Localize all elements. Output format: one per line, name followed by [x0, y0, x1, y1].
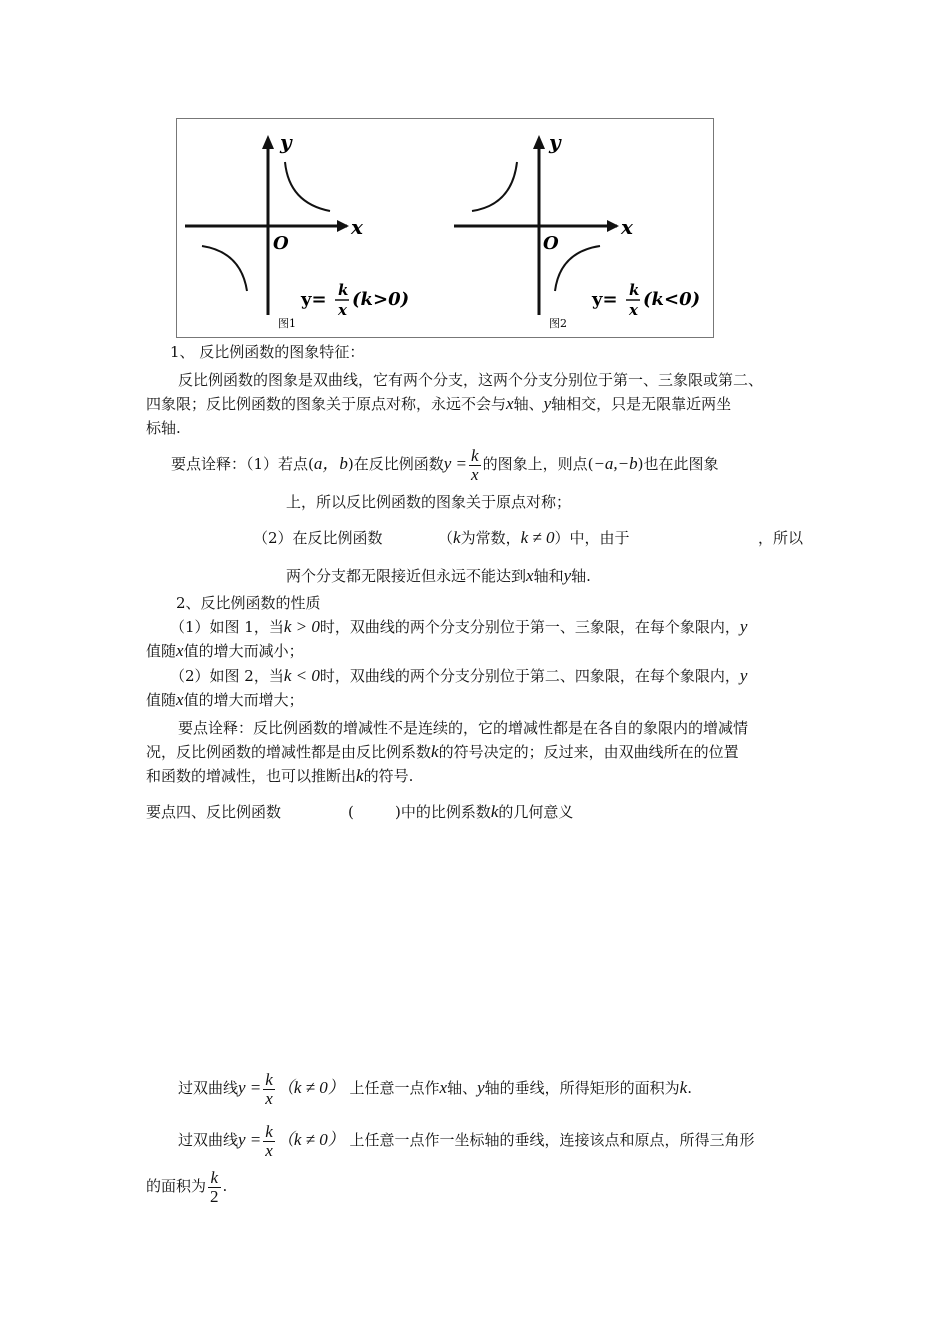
x-label-1: x [351, 215, 363, 239]
sec1-note2-b: （k为常数，k ≠ 0）中，由于 [438, 528, 630, 547]
sec1-note1-line2: 上，所以反比例函数的图象关于原点对称； [286, 493, 572, 511]
y-arrow-2 [533, 135, 545, 149]
x-arrow-1 [337, 220, 349, 232]
sec2-note-line3: 和函数的增减性，也可以推断出k的符号. [146, 766, 414, 785]
origin-label-2: O [543, 233, 559, 254]
branch-q2 [472, 162, 517, 211]
sec2-case1-line2: 值随x值的增大而减小； [146, 641, 304, 660]
caption-fig1: 图1 [278, 317, 296, 330]
sec2-note-line2: 况，反比例函数的增减性都是由反比例系数k的符号决定的；反过来，由双曲线所在的位置 [146, 742, 739, 761]
hyperbola-figure [176, 118, 714, 338]
graph-2 [454, 130, 700, 330]
x-label-2: x [621, 215, 633, 239]
sec1-note2-e: ，所以 [758, 529, 804, 547]
origin-label-1: O [273, 233, 289, 254]
y-label-2: y [549, 130, 561, 154]
k-over-x-fraction-r2: $\frac{k}{x}$ [265, 1121, 273, 1160]
k-over-x-fraction-r1: $\frac{k}{x}$ [265, 1069, 273, 1108]
sec1-note1-line1: 要点诠释：（1）若点(a，b)在反比例函数y = $\frac{k}{x}$ 的图象上，则点(−a,−b)也在此图象 [171, 445, 719, 484]
eq1-num: k [338, 281, 349, 299]
hyperbola-graphs-svg [177, 119, 713, 337]
sec1-p1-line2: 四象限；反比例函数的图象关于原点对称，永远不会与x轴、y轴相交，只是无限靠近两坐 [146, 394, 732, 413]
y-label-1: y [280, 130, 292, 154]
k-over-x-fraction: $\frac{k}{x}$ [471, 445, 479, 484]
eq2-den: x [629, 301, 638, 319]
sec2-case2-line2: 值随x值的增大而增大； [146, 690, 304, 709]
sec4-rule2-line2: 的面积为 $\frac{k}{2}$ . [146, 1167, 228, 1206]
sec2-case2-line1: （2）如图 2，当k < 0时，双曲线的两个分支分别位于第二、四象限，在每个象限内，y [170, 666, 748, 685]
eq1-cond: (k>0) [352, 289, 410, 310]
sec2-heading: 2、反比例函数的性质 [176, 594, 321, 612]
branch-q1 [285, 162, 330, 211]
branch-q3 [202, 246, 247, 291]
sec4-rule1: 过双曲线y = $\frac{k}{x}$ （k ≠ 0） 上任意一点作x轴、y轴的垂线，所得矩形的面积为k. [178, 1069, 692, 1108]
sec4-heading-a: 要点四、反比例函数 [146, 803, 282, 821]
k-over-2-fraction: $\frac{k}{2}$ [210, 1167, 219, 1206]
sec1-note2-line2: 两个分支都无限接近但永远不能达到x轴和y轴. [286, 566, 591, 585]
eq2-num: k [629, 281, 640, 299]
sec1-heading: 1、 反比例函数的图象特征： [170, 343, 365, 361]
eq2-lhs: y= [592, 289, 618, 310]
eq2-cond: (k<0) [643, 289, 701, 310]
sec2-note-line1: 要点诠释：反比例函数的增减性不是连续的，它的增减性都是在各自的象限内的增减情 [178, 719, 749, 737]
branch-q4 [555, 246, 600, 291]
sec4-heading-b: ( [348, 803, 354, 821]
eq1-lhs: y= [301, 289, 327, 310]
y-arrow-1 [262, 135, 274, 149]
sec4-heading-c: )中的比例系数k的几何意义 [395, 802, 574, 821]
graph-1 [185, 130, 409, 330]
caption-fig2: 图2 [549, 317, 567, 330]
eq1-den: x [338, 301, 347, 319]
sec1-p1-line3: 标轴. [146, 419, 181, 437]
x-arrow-2 [607, 220, 619, 232]
sec2-case1-line1: （1）如图 1，当k > 0时，双曲线的两个分支分别位于第一、三象限，在每个象限内，y [170, 617, 748, 636]
sec4-rule2: 过双曲线y = $\frac{k}{x}$ （k ≠ 0） 上任意一点作一坐标轴的垂线，连接该点和原点，所得三角形 [178, 1121, 755, 1160]
sec1-note2-a: （2）在反比例函数 [253, 529, 383, 547]
sec1-p1-line1: 反比例函数的图象是双曲线，它有两个分支，这两个分支分别位于第一、三象限或第二、 [178, 371, 764, 389]
